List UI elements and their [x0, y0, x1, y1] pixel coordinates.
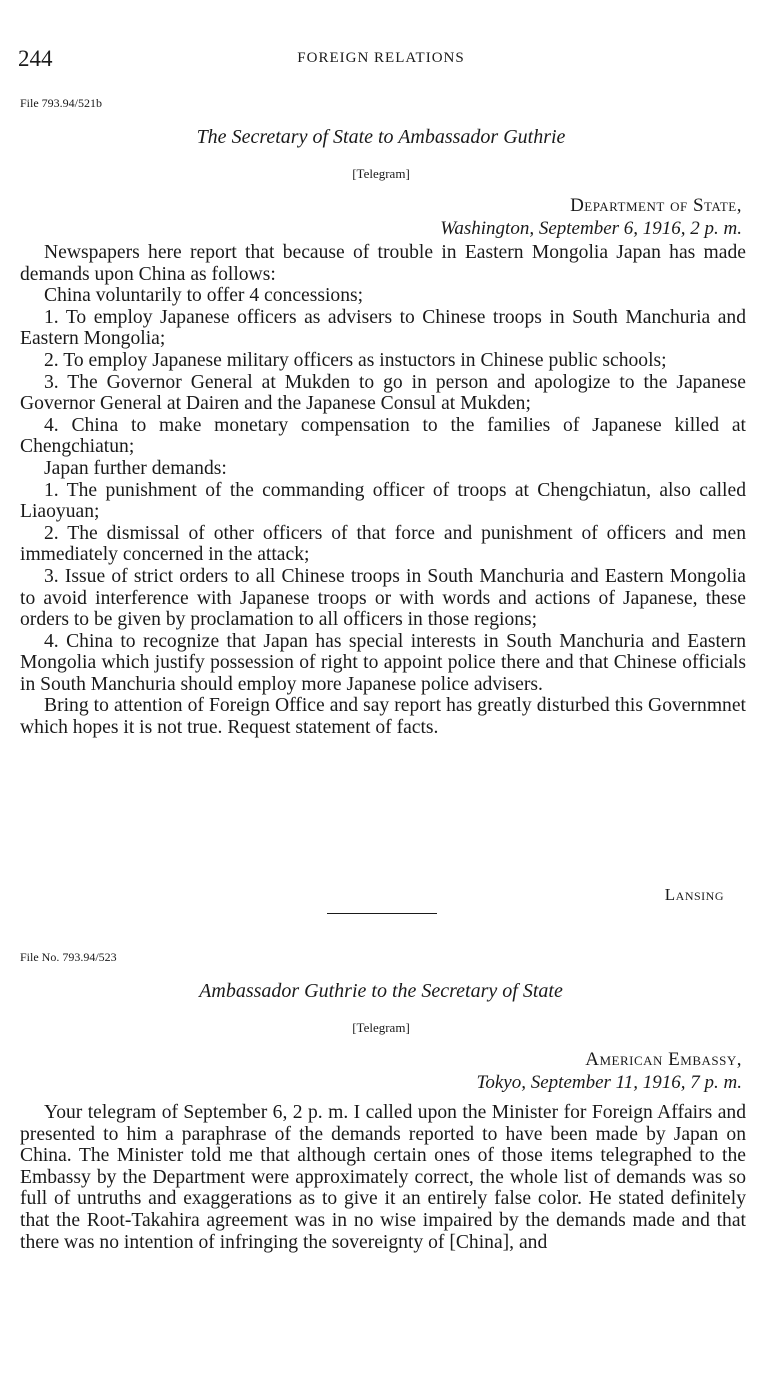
paragraph: Bring to attention of Foreign Office and say report has greatly disturbed this Governmnet which hopes it is not true. Request statement of facts.	[20, 695, 746, 739]
place-date-2: Tokyo, September 11, 1916, 7 p. m.	[476, 1072, 742, 1093]
paragraph: Your telegram of September 6, 2 p. m. I called upon the Minister for Foreign Affairs and presented to him a paraphrase of the demands reported to have been made by Japan on China. The Minister told me that although certain ones of those items telegraphed to the Embassy by the Department were approximately correct, the whole list of demands was so full of untruths and exaggerations as to give it an entirely false color. He stated definitely that the Root-Takahira agreement was in no wise impaired by the demands made and that there was no intention of infringing the sovereignty of [China], and	[20, 1102, 746, 1253]
paragraph: 3. The Governor General at Mukden to go in person and apologize to the Japanese Governor General at Dairen and the Japanese Consul at Mukden;	[20, 371, 746, 415]
paragraph: Newspapers here report that because of trouble in Eastern Mongolia Japan has made demands upon China as follows:	[20, 242, 746, 285]
telegram-body-1	[20, 242, 746, 739]
sender-block-2	[477, 1048, 742, 1094]
paragraph: 2. The dismissal of other officers of that force and punishment of officers and men immediately concerned in the attack;	[20, 522, 746, 566]
paragraph: 4. China to recognize that Japan has special interests in South Manchuria and Eastern Mongolia which justify possession of right to appoint police there and that Chinese officials in South Manchuria should employ more Japanese police advisers.	[20, 630, 746, 695]
paragraph: Japan further demands:	[44, 457, 227, 479]
sender-block-1	[440, 194, 742, 240]
telegram-body-2	[20, 1102, 746, 1253]
paragraph: 1. The punishment of the commanding officer of troops at Chengchiatun, also called Liaoyuan;	[20, 479, 746, 523]
signature-lansing: Lansing	[664, 885, 724, 904]
running-title: FOREIGN RELATIONS	[297, 50, 465, 66]
telegram-label-1: [Telegram]	[352, 166, 410, 181]
document-title-1: The Secretary of State to Ambassador Guthrie	[196, 126, 566, 148]
paragraph: 1. To employ Japanese officers as advisers to Chinese troops in South Manchuria and Eastern Mongolia;	[20, 306, 746, 350]
paragraph: China voluntarily to offer 4 concessions;	[44, 285, 364, 307]
paragraph: 2. To employ Japanese military officers as instuctors in Chinese public schools;	[44, 349, 667, 371]
sender-2: American Embassy,	[585, 1049, 742, 1070]
page-number: 244	[18, 46, 53, 71]
section-divider	[327, 913, 437, 914]
paragraph: 4. China to make monetary compensation to the families of Japanese killed at Chengchiatun;	[20, 414, 746, 458]
file-reference-1: File 793.94/521b	[20, 96, 103, 110]
document-title-2: Ambassador Guthrie to the Secretary of State	[199, 980, 563, 1002]
telegram-label-2: [Telegram]	[352, 1020, 410, 1035]
place-date-1: Washington, September 6, 1916, 2 p. m.	[440, 218, 742, 239]
sender-1: Department of State,	[570, 195, 742, 216]
file-reference-2: File No. 793.94/523	[20, 950, 117, 964]
paragraph: 3. Issue of strict orders to all Chinese troops in South Manchuria and Eastern Mongolia to avoid interference with Japanese troops or with words and actions of Japanese, these orders to be given by proclamation to all officers in those regions;	[20, 565, 746, 631]
